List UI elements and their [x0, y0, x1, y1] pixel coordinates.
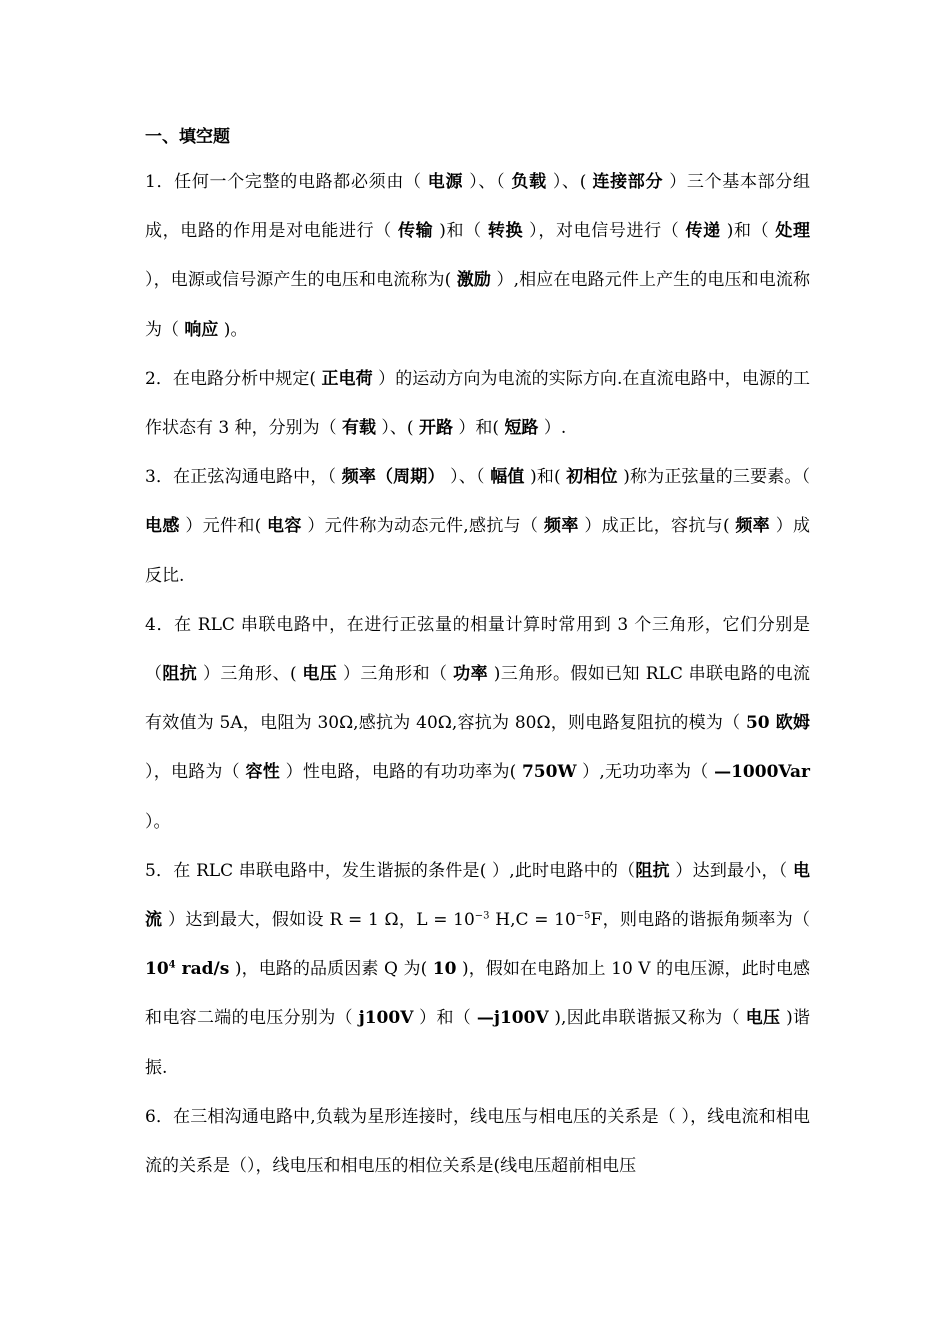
question-text: ）成正比，容抗与( [578, 516, 736, 537]
question-text: ），电路为（ [145, 762, 246, 783]
answer-text: 电压 [745, 1008, 781, 1029]
question-3 [145, 453, 810, 601]
question-text: F，则电路的谐振角频率为（ [590, 910, 811, 931]
question-text: )和( [524, 467, 567, 488]
answer-text: rad/s [175, 959, 230, 980]
answer-text: 50 欧姆 [745, 713, 810, 734]
answer-text: 转换 [487, 221, 524, 242]
question-text: ）三角形和（ [337, 664, 454, 685]
answer-text: —1000Var [714, 762, 810, 783]
question-text: )，假如在电路加上 10 V 的电压源，此时电感和电容二端的电压分别为（ [145, 959, 810, 1029]
question-text: ）三角形、( [197, 664, 303, 685]
answer-text: 连接部分 [592, 172, 664, 192]
answer-text: 阻抗 [635, 860, 670, 881]
answer-text: —j100V [476, 1008, 549, 1029]
question-text: ）、（ [463, 172, 512, 192]
question-text: ）的运动方向为电流的实际方向.在直流电路中，电源的工作状态有 3 种，分别为（ [145, 368, 811, 439]
question-text: 3．在正弦沟通电路中，（ [145, 467, 342, 488]
question-text: ）和( [452, 418, 505, 439]
question-text: ）,无功功率为（ [576, 762, 715, 783]
question-text: ）三个基本部分组成，电路的作用是对电能进行（ [145, 172, 811, 242]
answer-text: 传递 [685, 221, 721, 242]
question-text: ),因此串联谐振又称为（ [548, 1008, 746, 1029]
question-text: )称为正弦量的三要素。（ [617, 467, 811, 488]
question-text: ）元件称为动态元件,感抗与（ [301, 516, 545, 537]
answer-text: 10 [145, 959, 169, 980]
question-text: 1．任何一个完整的电路都必须由（ [145, 172, 428, 192]
question-text: ）、( [376, 418, 419, 439]
question-text: ）、（ [444, 467, 491, 488]
superscript: −5 [575, 910, 591, 922]
question-text: ）达到最小，（ [669, 860, 794, 881]
answer-text: 容性 [245, 762, 281, 783]
answer-text: 正电荷 [321, 368, 373, 389]
answer-text: 负载 [511, 172, 547, 192]
answer-text: j100V [358, 1008, 414, 1029]
answer-text: 10 [432, 959, 457, 980]
question-text: )三角形。假如已知 RLC 串联电路的电流有效值为 5A，电阻为 30Ω,感抗为 40Ω,容抗为 80Ω，则电路复阻抗的模为（ [145, 664, 811, 734]
question-text: )和（ [720, 221, 776, 242]
answer-text: 阻抗 [162, 664, 198, 685]
question-text: ）和（ [413, 1008, 477, 1029]
question-text: ），对电信号进行（ [523, 221, 686, 242]
answer-text: 处理 [775, 221, 810, 242]
section-title: 一、填空题 [145, 127, 230, 147]
question-text: ）。 [145, 811, 171, 832]
question-text: 2．在电路分析中规定( [145, 368, 322, 389]
superscript: −3 [474, 910, 490, 922]
question-5 [145, 847, 810, 1093]
question-text: )谐振. [145, 1008, 811, 1078]
answer-text: 开路 [418, 418, 453, 439]
answer-text: 频率（周期） [341, 467, 445, 488]
question-text: H,C = 10 [489, 910, 576, 931]
question-text: ）成反比. [145, 516, 811, 586]
answer-text: 电流 [145, 860, 811, 931]
question-text: ）,相应在电路元件上产生的电压和电流称为（ [145, 270, 810, 340]
answer-text: 响应 [184, 319, 219, 340]
answer-text: 电感 [145, 516, 180, 537]
question-text: ）元件和( [179, 516, 268, 537]
question-text: 6．在三相沟通电路中,负载为星形连接时，线电压与相电压的关系是（ ），线电流和相电流的关系是（），线电压和相电压的相位关系是(线电压超前相电压 [145, 1106, 810, 1177]
answer-text: 激励 [456, 270, 491, 291]
answer-text: 频率 [735, 516, 770, 537]
question-text: )。 [218, 319, 248, 340]
answer-text: 短路 [504, 418, 539, 439]
question-text: ），电源或信号源产生的电压和电流称为( [145, 270, 457, 291]
question-text: 5．在 RLC 串联电路中，发生谐振的条件是( ）,此时电路中的（ [145, 860, 636, 881]
question-6 [145, 1093, 810, 1191]
question-text: )和（ [433, 221, 488, 242]
answer-text: 电压 [302, 664, 338, 685]
question-2 [145, 355, 810, 453]
answer-text: 频率 [544, 516, 579, 537]
answer-text: 电容 [267, 516, 302, 537]
answer-text: 初相位 [566, 467, 618, 488]
question-text: ）、( [546, 172, 593, 192]
question-text: ）性电路，电路的有功功率为( [280, 762, 522, 783]
question-1 [145, 158, 810, 355]
question-text: ）达到最大，假如设 R = 1 Ω，L = 10 [162, 910, 475, 931]
question-text: ）. [538, 418, 567, 439]
answer-text: 传输 [397, 221, 434, 242]
answer-text: 功率 [453, 664, 488, 685]
question-list [145, 158, 810, 1191]
question-text: )，电路的品质因素 Q 为( [229, 959, 433, 980]
answer-text: 电源 [427, 172, 464, 192]
answer-text: 有载 [342, 418, 377, 439]
answer-text: 750W [521, 762, 577, 783]
superscript: 4 [168, 959, 176, 971]
question-4 [145, 601, 810, 847]
answer-text: 幅值 [490, 467, 525, 488]
document-page [145, 120, 810, 1191]
question-text: 4．在 RLC 串联电路中，在进行正弦量的相量计算时常用到 3 个三角形，它们分别是（ [145, 614, 810, 685]
